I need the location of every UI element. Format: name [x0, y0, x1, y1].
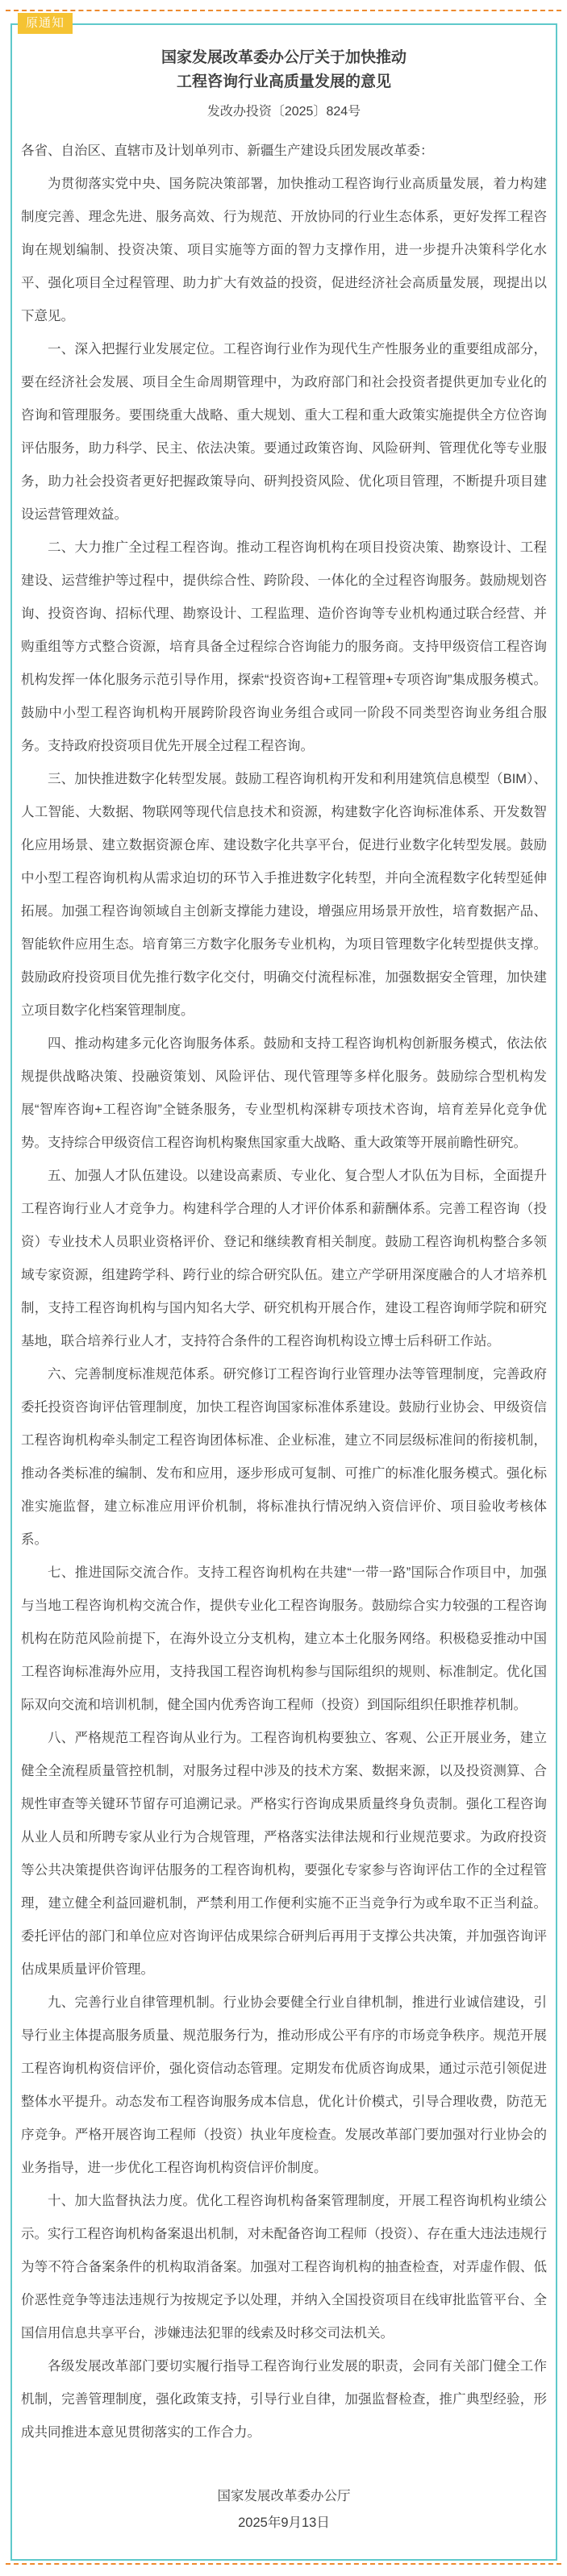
signature-block	[21, 2483, 547, 2536]
bottom-dashed-divider	[6, 2563, 561, 2565]
top-dashed-divider	[6, 10, 561, 11]
paragraph: 六、完善制度标准规范体系。研究修订工程咨询行业管理办法等管理制度，完善政府委托投资咨询评估管理制度，加快工程咨询国家标准体系建设。鼓励行业协会、甲级资信工程咨询机构牵头制定工程咨询团体标准、企业标准，建立不同层级标准间的衔接机制，推动各类标准的编制、发布和应用，逐步形成可复制、可推广的标准化服务模式。强化标准实施监督，建立标准应用评价机制，将标准执行情况纳入资信评价、项目验收考核体系。	[21, 1367, 547, 1547]
paragraph: 九、完善行业自律管理机制。行业协会要健全行业自律机制，推进行业诚信建设，引导行业主体提高服务质量、规范服务行为，推动形成公平有序的市场竞争秩序。规范开展工程咨询机构资信评价，强化资信动态管理。定期发布优质咨询成果，通过示范引领促进整体水平提升。动态发布工程咨询服务成本信息，优化计价模式，引导合理收费，防范无序竞争。严格开展咨询工程师（投资）执业年度检查。发展改革部门要加强对行业协会的业务指导，进一步优化工程咨询机构资信评价制度。	[21, 1995, 547, 2175]
paragraph: 为贯彻落实党中央、国务院决策部署，加快推动工程咨询行业高质量发展，着力构建制度完善、理念先进、服务高效、行为规范、开放协同的行业生态体系，更好发挥工程咨询在规划编制、投资决策、项目实施等方面的智力支撑作用，进一步提升决策科学化水平、强化项目全过程管理、助力扩大有效益的投资，促进经济社会高质量发展，现提出以下意见。	[21, 177, 547, 323]
signature-date: 2025年9月13日	[238, 2516, 330, 2530]
salutation: 各省、自治区、直辖市及计划单列市、新疆生产建设兵团发展改革委：	[21, 144, 434, 158]
paragraph: 八、严格规范工程咨询从业行为。工程咨询机构要独立、客观、公正开展业务，建立健全全流程质量管控机制，对服务过程中涉及的技术方案、数据来源，以及投资测算、合规性审查等关键环节留存可追溯记录。严格实行咨询成果质量终身负责制。强化工程咨询从业人员和所聘专家从业行为合规管理，严格落实法律法规和行业规范要求。为政府投资等公共决策提供咨询评估服务的工程咨询机构，要强化专家参与咨询评估工作的全过程管理，建立健全利益回避机制，严禁利用工作便利实施不正当竞争行为或牟取不正当利益。委托评估的部门和单位应对咨询评估成果综合研判后再用于支撑公共决策，并加强咨询评估成果质量评价管理。	[21, 1731, 547, 1977]
paragraph: 各级发展改革部门要切实履行指导工程咨询行业发展的职责，会同有关部门健全工作机制，完善管理制度，强化政策支持，引导行业自律，加强监督检查，推广典型经验，形成共同推进本意见贯彻落实的工作合力。	[21, 2359, 547, 2440]
paragraph-list	[21, 168, 547, 2449]
paragraph: 四、推动构建多元化咨询服务体系。鼓励和支持工程咨询机构创新服务模式，依法依规提供战略决策、投融资策划、风险评估、现代管理等多样化服务。鼓励综合型机构发展“智库咨询+工程咨询”全链条服务，专业型机构深耕专项技术咨询，培育差异化竞争优势。支持综合甲级资信工程咨询机构聚焦国家重大战略、重大政策等开展前瞻性研究。	[21, 1036, 547, 1150]
document-title-line1: 国家发展改革委办公厅关于加快推动	[161, 49, 406, 66]
original-notice-tag: 原通知	[18, 13, 73, 34]
document-body	[21, 135, 547, 2536]
signature-org: 国家发展改革委办公厅	[217, 2489, 351, 2503]
paragraph: 一、深入把握行业发展定位。工程咨询行业作为现代生产性服务业的重要组成部分，要在经济社会发展、项目全生命周期管理中，为政府部门和社会投资者提供更加专业化的咨询和管理服务。要围绕重大战略、重大规划、重大工程和重大政策实施提供全方位咨询评估服务，助力科学、民主、依法决策。要通过政策咨询、风险研判、管理优化等专业服务，助力社会投资者更好把握政策导向、研判投资风险、优化项目管理，不断提升项目建设运营管理效益。	[21, 342, 547, 522]
document-title-line2: 工程咨询行业高质量发展的意见	[176, 73, 391, 90]
paragraph: 三、加快推进数字化转型发展。鼓励工程咨询机构开发和利用建筑信息模型（BIM）、人工智能、大数据、物联网等现代信息技术和资源，构建数字化咨询标准体系、开发数智化应用场景、建立数据资源仓库、建设数字化共享平台，促进行业数字化转型发展。鼓励中小型工程咨询机构从需求迫切的环节入手推进数字化转型，并向全流程数字化转型延伸拓展。加强工程咨询领域自主创新支撑能力建设，增强应用场景开放性，培育数据产品、智能软件应用生态。培育第三方数字化服务专业机构，为项目管理数字化转型提供支撑。鼓励政府投资项目优先推行数字化交付，明确交付流程标准，加强数据安全管理，加快建立项目数字化档案管理制度。	[21, 772, 547, 1018]
document-title	[21, 46, 547, 94]
document-box	[10, 16, 557, 2561]
paragraph: 二、大力推广全过程工程咨询。推动工程咨询机构在项目投资决策、勘察设计、工程建设、运营维护等过程中，提供综合性、跨阶段、一体化的全过程咨询服务。鼓励规划咨询、投资咨询、招标代理、勘察设计、工程监理、造价咨询等专业机构通过联合经营、并购重组等方式整合资源，培育具备全过程综合咨询能力的服务商。支持甲级资信工程咨询机构发挥一体化服务示范引导作用，探索“投资咨询+工程管理+专项咨询”集成服务模式。鼓励中小型工程咨询机构开展跨阶段咨询业务组合或同一阶段不同类型咨询业务组合服务。支持政府投资项目优先开展全过程工程咨询。	[21, 540, 547, 753]
page	[0, 10, 567, 2565]
paragraph: 五、加强人才队伍建设。以建设高素质、专业化、复合型人才队伍为目标，全面提升工程咨询行业人才竞争力。构建科学合理的人才评价体系和薪酬体系。完善工程咨询（投资）专业技术人员职业资格评价、登记和继续教育相关制度。鼓励工程咨询机构整合多领域专家资源，组建跨学科、跨行业的综合研究队伍。建立产学研用深度融合的人才培养机制，支持工程咨询机构与国内知名大学、研究机构开展合作，建设工程咨询师学院和研究基地，联合培养行业人才，支持符合条件的工程咨询机构设立博士后科研工作站。	[21, 1169, 547, 1348]
paragraph: 十、加大监督执法力度。优化工程咨询机构备案管理制度，开展工程咨询机构业绩公示。实行工程咨询机构备案退出机制，对未配备咨询工程师（投资）、存在重大违法违规行为等不符合备案条件的机构取消备案。加强对工程咨询机构的抽查检查，对弄虚作假、低价恶性竞争等违法违规行为按规定予以处理，并纳入全国投资项目在线审批监管平台、全国信用信息共享平台，涉嫌违法犯罪的线索及时移交司法机关。	[21, 2194, 547, 2340]
paragraph: 七、推进国际交流合作。支持工程咨询机构在共建“一带一路”国际合作项目中，加强与当地工程咨询机构交流合作，提供专业化工程咨询服务。鼓励综合实力较强的工程咨询机构在防范风险前提下，在海外设立分支机构，建立本土化服务网络。积极稳妥推动中国工程咨询标准海外应用，支持我国工程咨询机构参与国际组织的规则、标准制定。优化国际双向交流和培训机制，健全国内优秀咨询工程师（投资）到国际组织任职推荐机制。	[21, 1565, 547, 1712]
document-number: 发改办投资〔2025〕824号	[206, 105, 361, 119]
